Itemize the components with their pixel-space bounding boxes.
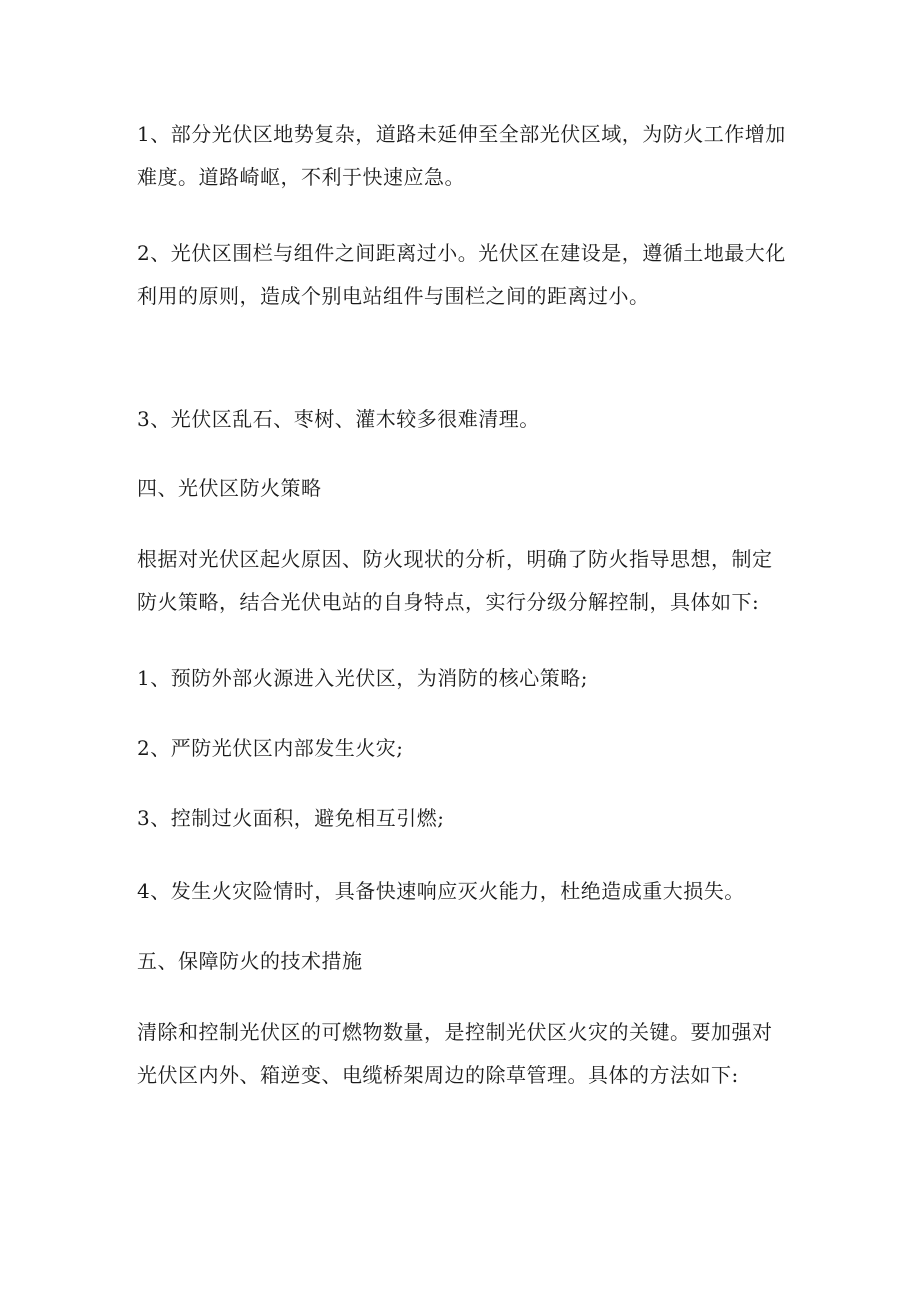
section-heading-fire-strategy: 四、光伏区防火策略 <box>137 476 322 500</box>
section-heading-tech-measures: 五、保障防火的技术措施 <box>137 949 363 973</box>
paragraph-strategy-intro: 根据对光伏区起火原因、防火现状的分析，明确了防火指导思想，制定防火策略，结合光伏电站的自身特点，实行分级分解控制，具体如下: <box>137 547 773 614</box>
paragraph-road-terrain: 1、部分光伏区地势复杂，道路未延伸至全部光伏区域，为防火工作增加难度。道路崎岖，不利于快速应急。 <box>137 122 786 189</box>
paragraph-fence-distance: 2、光伏区围栏与组件之间距离过小。光伏区在建设是，遵循土地最大化利用的原则，造成个别电站组件与围栏之间的距离过小。 <box>137 241 786 308</box>
paragraph-rocks-shrubs: 3、光伏区乱石、枣树、灌木较多很难清理。 <box>137 407 540 431</box>
list-item-control-area: 3、控制过火面积，避免相互引燃; <box>137 806 445 830</box>
paragraph-combustibles: 清除和控制光伏区的可燃物数量，是控制光伏区火灾的关键。要加强对光伏区内外、箱逆变、电缆桥架周边的除草管理。具体的方法如下: <box>137 1020 773 1087</box>
list-item-rapid-response: 4、发生火灾险情时，具备快速响应灭火能力，杜绝造成重大损失。 <box>137 879 745 903</box>
list-item-prevent-internal: 2、严防光伏区内部发生火灾; <box>137 736 404 760</box>
list-item-prevent-external: 1、预防外部火源进入光伏区，为消防的核心策略; <box>137 666 588 690</box>
